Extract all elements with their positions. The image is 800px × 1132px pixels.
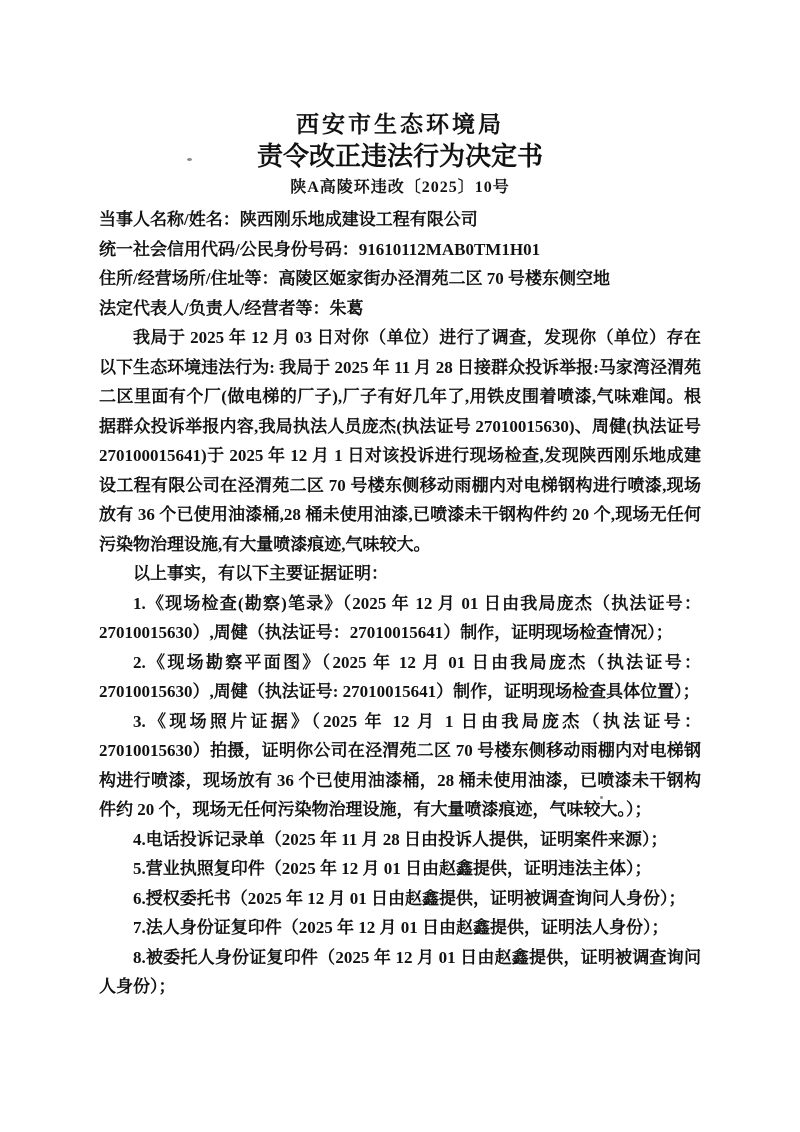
document-title: 责令改正违法行为决定书 (256, 142, 543, 171)
field-value: 高陵区姬家街办泾渭苑二区 70 号楼东侧空地 (278, 269, 610, 288)
field-legal-representative (99, 294, 701, 324)
field-label: 当事人名称/姓名： (99, 210, 240, 229)
scan-speck (600, 796, 603, 799)
document-content (99, 0, 701, 1002)
evidence-item: 4.电话投诉记录单（2025 年 11 月 28 日由投诉人提供，证明案件来源）； (133, 829, 668, 849)
evidence-item: 6.授权委托书（2025 年 12 月 01 日由赵鑫提供，证明被调查询问人身份）； (133, 888, 686, 908)
evidence-item: 1.《现场检查(勘察)笔录》（2025 年 12 月 01 日由我局庞杰（执法证号：27010015630）,周健（执法证号：27010015641）制作，证明现场检查情况）； (99, 593, 701, 642)
investigation-paragraph: 我局于 2025 年 12 月 03 日对你（单位）进行了调查，发现你（单位）存在以下生态环境违法行为: 我局于 2025 年 11 月 28 日接群众投诉举报:马家湾泾渭苑二区里面有个厂(做电梯的厂子),厂子有好几年了,用铁皮围着喷漆,气味难闻。根据群众投诉举报内容,我局执法人员庞杰(执法证号 27010015630)、周健(执法证号 270100015641)于 2025 年 12 月 1 日对该投诉进行现场检查,发现陕西刚乐地成建设工程有限公司在泾渭苑二区 70 号楼东侧移动雨棚内对电梯钢构进行喷漆,现场放有 36 个已使用油漆桶,28 桶未使用油漆,已喷漆未干钢构件约 20 个,现场无任何污染物治理设施,有大量喷漆痕迹,气味较大。 (99, 328, 701, 554)
evidence-item: 3.《现场照片证据》（2025 年 12 月 1 日由我局庞杰（执法证号：27010015630）拍摄，证明你公司在泾渭苑二区 70 号楼东侧移动雨棚内对电梯钢构进行喷漆，现场放有 36 个已使用油漆桶，28 桶未使用油漆，已喷漆未干钢构件约 20 个，现场无任何污染物治理设施，有大量喷漆痕迹，气味较大。）； (99, 711, 701, 819)
evidence-section (99, 559, 701, 1002)
evidence-item: 7.法人身份证复印件（2025 年 12 月 01 日由赵鑫提供，证明法人身份）； (133, 918, 669, 937)
agency-name: 西安市生态环境局 (296, 112, 504, 137)
field-label: 住所/经营场所/住址等： (99, 269, 279, 288)
evidence-intro: 以上事实，有以下主要证据证明： (133, 564, 388, 583)
field-value: 朱葛 (329, 298, 364, 318)
evidence-item: 5.营业执照复印件（2025 年 12 月 01 日由赵鑫提供，证明违法主体）； (133, 859, 652, 878)
field-value: 陕西刚乐地成建设工程有限公司 (239, 210, 478, 229)
document-number: 陕A高陵环违改〔2025〕10号 (290, 179, 510, 196)
evidence-item: 2.《现场勘察平面图》（2025 年 12 月 01 日由我局庞杰（执法证号：27010015630）,周健（执法证号: 27010015641）制作，证明现场检查具体位置）； (99, 652, 701, 701)
scan-speck (187, 158, 192, 161)
field-value: 91610112MAB0TM1H01 (358, 239, 541, 259)
evidence-item: 8.被委托人身份证复印件（2025 年 12 月 01 日由赵鑫提供，证明被调查询问人身份）； (99, 947, 701, 996)
party-info-section (99, 205, 701, 323)
document-header (99, 0, 701, 203)
field-party-name (99, 205, 701, 235)
investigation-section (99, 323, 701, 559)
field-credit-code (99, 235, 701, 265)
field-label: 统一社会信用代码/公民身份号码： (99, 239, 359, 259)
field-address (99, 264, 701, 294)
field-label: 法定代表人/负责人/经营者等： (99, 298, 330, 318)
